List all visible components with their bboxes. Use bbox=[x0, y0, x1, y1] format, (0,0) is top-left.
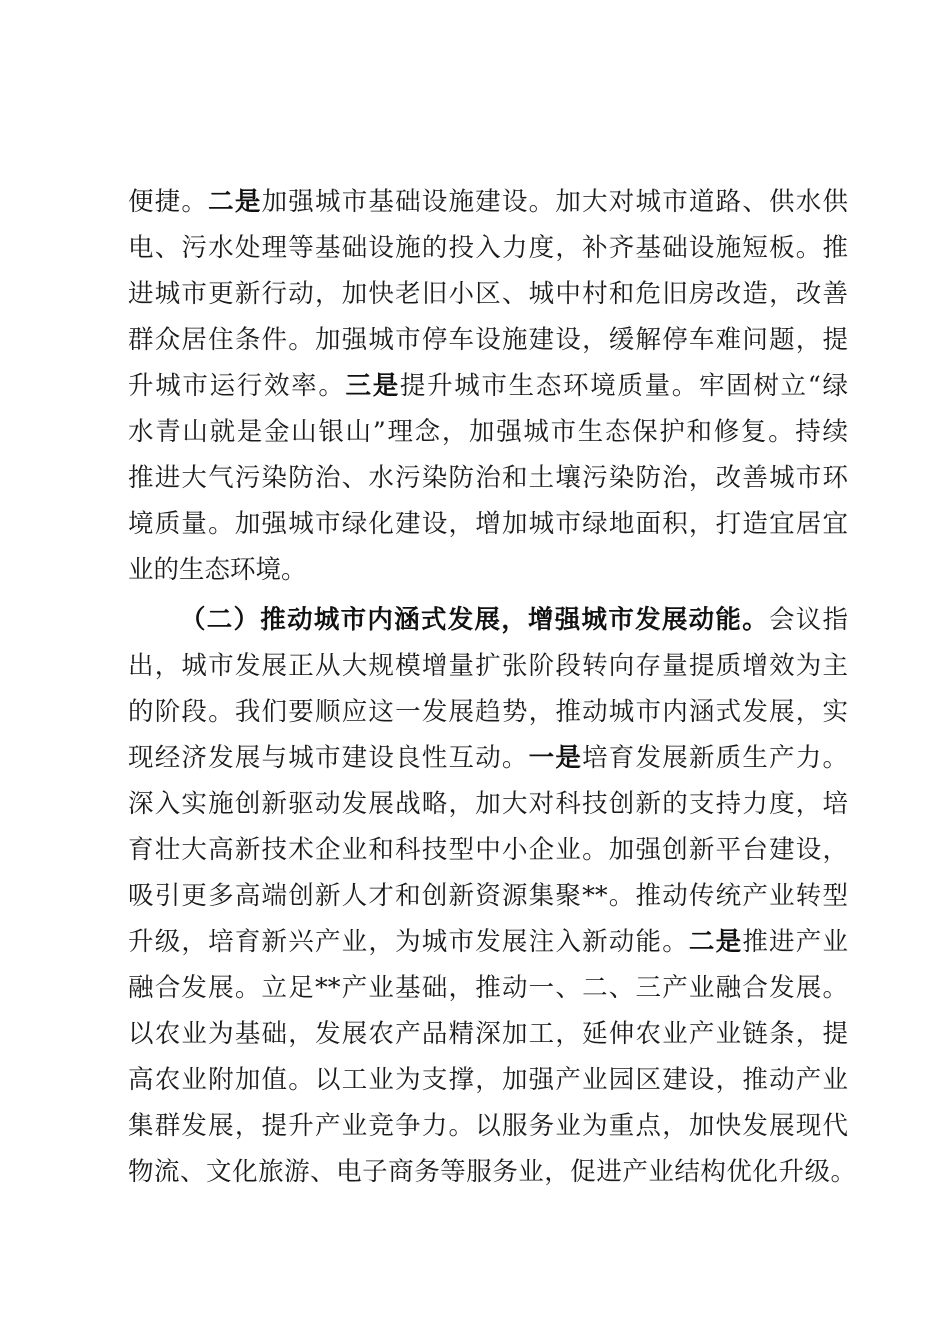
section-heading-line: （二）推动城市内涵式发展，增强城市发展动能。会议指 bbox=[180, 605, 848, 635]
text-line: 进城市更新行动，加快老旧小区、城中村和危旧房改造，改善 bbox=[128, 279, 848, 309]
bold-emphasis: 三是 bbox=[345, 371, 400, 401]
text-line: 深入实施创新驱动发展战略，加大对科技创新的支持力度，培 bbox=[128, 789, 848, 819]
text-line: 电、污水处理等基础设施的投入力度，补齐基础设施短板。推 bbox=[128, 233, 848, 263]
text-line: 升城市运行效率。三是提升城市生态环境质量。牢固树立“绿 bbox=[128, 371, 848, 401]
text-line: 现经济发展与城市建设良性互动。一是培育发展新质生产力。 bbox=[128, 743, 848, 773]
text-line: 升级，培育新兴产业，为城市发展注入新动能。二是推进产业 bbox=[128, 927, 848, 957]
text-line: 物流、文化旅游、电子商务等服务业，促进产业结构优化升级。 bbox=[128, 1157, 856, 1187]
text-line: 育壮大高新技术企业和科技型中小企业。加强创新平台建设， bbox=[128, 835, 848, 865]
text-line: 的阶段。我们要顺应这一发展趋势，推动城市内涵式发展，实 bbox=[128, 697, 848, 727]
text-line: 出，城市发展正从大规模增量扩张阶段转向存量提质增效为主 bbox=[128, 651, 848, 681]
bold-emphasis: 一是 bbox=[528, 743, 583, 773]
text-line: 融合发展。立足**产业基础，推动一、二、三产业融合发展。 bbox=[128, 973, 848, 1003]
text-line: 境质量。加强城市绿化建设，增加城市绿地面积，打造宜居宜 bbox=[128, 509, 848, 539]
text-line: 群众居住条件。加强城市停车设施建设，缓解停车难问题，提 bbox=[128, 325, 848, 355]
text-line: 水青山就是金山银山”理念，加强城市生态保护和修复。持续 bbox=[128, 417, 848, 447]
text-line: 高农业附加值。以工业为支撑，加强产业园区建设，推动产业 bbox=[128, 1065, 848, 1095]
bold-emphasis: 二是 bbox=[688, 927, 743, 957]
text-line: 推进大气污染防治、水污染防治和土壤污染防治，改善城市环 bbox=[128, 463, 848, 493]
text-line: 便捷。二是加强城市基础设施建设。加大对城市道路、供水供 bbox=[128, 187, 848, 217]
text-line: 以农业为基础，发展农产品精深加工，延伸农业产业链条，提 bbox=[128, 1019, 848, 1049]
text-line: 吸引更多高端创新人才和创新资源集聚**。推动传统产业转型 bbox=[128, 881, 848, 911]
text-line: 集群发展，提升产业竞争力。以服务业为重点，加快发展现代 bbox=[128, 1111, 848, 1141]
section-heading: （二）推动城市内涵式发展，增强城市发展动能。 bbox=[180, 605, 769, 635]
text-line: 业的生态环境。 bbox=[128, 555, 307, 585]
bold-emphasis: 二是 bbox=[208, 187, 262, 217]
